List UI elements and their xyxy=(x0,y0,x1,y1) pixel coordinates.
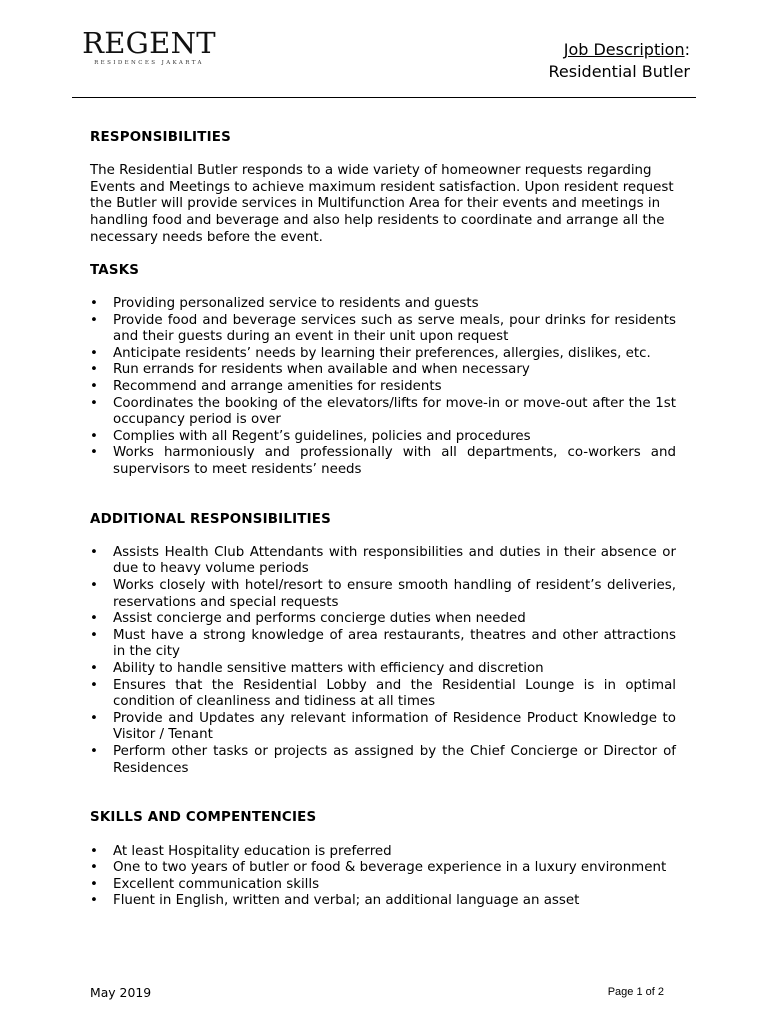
logo-subtitle: RESIDENCES JAKARTA xyxy=(94,60,204,66)
list-item xyxy=(90,661,676,678)
footer-page-number: Page 1 of 2 xyxy=(607,986,664,998)
bullet-icon: • xyxy=(90,362,98,378)
list-item-text: Provide and Updates any relevant information of Residence Product Knowledge to Visitor / Tenant xyxy=(113,710,676,743)
list-item xyxy=(90,396,676,429)
bullet-icon: • xyxy=(90,345,98,361)
title-colon: : xyxy=(684,40,690,59)
list-item-text: Assists Health Club Attendants with responsibilities and duties in their absence or due to heavy volume periods xyxy=(113,544,676,577)
skills-list xyxy=(90,844,676,910)
list-item xyxy=(90,844,676,861)
responsibilities-paragraph: The Residential Butler responds to a wide variety of homeowner requests regarding Events and Meetings to achieve maximum resident satisfaction. Upon resident request the Butler will provide services in Multifunction Area for their events and meetings in handling food and beverage and also help residents to coordinate and arrange all the necessary needs before the event. xyxy=(90,163,674,245)
title-position: Residential Butler xyxy=(548,62,690,81)
bullet-icon: • xyxy=(90,445,98,461)
list-item xyxy=(90,877,676,894)
bullet-icon: • xyxy=(90,395,98,411)
list-item-text: Works harmoniously and professionally with all departments, co-workers and supervisors to meet residents’ needs xyxy=(113,445,676,477)
list-item-text: One to two years of butler or food & beverage experience in a luxury environment xyxy=(113,860,667,876)
list-item xyxy=(90,429,676,446)
list-item xyxy=(90,445,676,478)
title-job-description: Job Description xyxy=(563,40,685,59)
header-divider xyxy=(72,97,696,98)
list-item-text: Works closely with hotel/resort to ensure smooth handling of resident’s deliveries, reservations and special requests xyxy=(113,578,676,610)
bullet-icon: • xyxy=(90,578,98,594)
list-item xyxy=(90,860,676,877)
list-item-text: Recommend and arrange amenities for residents xyxy=(113,378,442,394)
list-item xyxy=(90,545,676,578)
tasks-heading: TASKS xyxy=(90,262,140,278)
list-item xyxy=(90,362,676,379)
bullet-icon: • xyxy=(90,876,98,892)
list-item-text: At least Hospitality education is preferred xyxy=(113,843,392,859)
list-item-text: Must have a strong knowledge of area restaurants, theatres and other attractions in the city xyxy=(113,627,676,660)
list-item xyxy=(90,678,676,711)
footer-date: May 2019 xyxy=(90,985,152,1000)
skills-heading: SKILLS AND COMPENTENCIES xyxy=(90,810,317,826)
bullet-icon: • xyxy=(90,860,98,876)
bullet-icon: • xyxy=(90,312,98,328)
document-title xyxy=(549,39,690,83)
bullet-icon: • xyxy=(90,843,98,859)
list-item-text: Assist concierge and performs concierge duties when needed xyxy=(113,611,526,627)
list-item xyxy=(90,578,676,611)
list-item-text: Provide food and beverage services such as serve meals, pour drinks for residents and their guests during an event in their unit upon request xyxy=(113,312,676,345)
list-item-text: Providing personalized service to residents and guests xyxy=(113,295,479,311)
list-item-text: Perform other tasks or projects as assigned by the Chief Concierge or Director of Residences xyxy=(113,743,676,776)
list-item xyxy=(90,744,676,777)
list-item-text: Excellent communication skills xyxy=(113,876,320,892)
list-item xyxy=(90,893,676,910)
list-item xyxy=(90,313,676,346)
additional-responsibilities-heading: ADDITIONAL RESPONSIBILITIES xyxy=(90,511,331,527)
document-body xyxy=(90,130,676,910)
bullet-icon: • xyxy=(90,710,98,726)
bullet-icon: • xyxy=(90,627,98,643)
bullet-icon: • xyxy=(90,428,98,444)
list-item-text: Anticipate residents’ needs by learning their preferences, allergies, dislikes, etc. xyxy=(113,345,651,361)
list-item xyxy=(90,711,676,744)
list-item-text: Run errands for residents when available and when necessary xyxy=(113,362,530,378)
bullet-icon: • xyxy=(90,893,98,909)
list-item xyxy=(90,628,676,661)
list-item xyxy=(90,296,676,313)
list-item-text: Ability to handle sensitive matters with efficiency and discretion xyxy=(113,661,544,676)
regent-logo xyxy=(82,28,216,84)
list-item xyxy=(90,346,676,363)
bullet-icon: • xyxy=(90,295,98,311)
title-line-1 xyxy=(549,39,690,61)
list-item xyxy=(90,611,676,628)
bullet-icon: • xyxy=(90,743,98,759)
bullet-icon: • xyxy=(90,544,98,560)
list-item-text: Complies with all Regent’s guidelines, policies and procedures xyxy=(113,428,531,444)
list-item-text: Coordinates the booking of the elevators/lifts for move-in or move-out after the 1st occupancy period is over xyxy=(113,395,676,428)
bullet-icon: • xyxy=(90,378,98,394)
list-item xyxy=(90,379,676,396)
list-item-text: Ensures that the Residential Lobby and the Residential Lounge is in optimal condition of cleanliness and tidiness at all times xyxy=(113,677,676,710)
bullet-icon: • xyxy=(90,677,98,693)
logo-wordmark: REGENT xyxy=(82,26,216,60)
responsibilities-heading: RESPONSIBILITIES xyxy=(90,130,231,145)
list-item-text: Fluent in English, written and verbal; an additional language an asset xyxy=(113,893,580,909)
bullet-icon: • xyxy=(90,661,98,676)
bullet-icon: • xyxy=(90,611,98,627)
additional-responsibilities-list xyxy=(90,545,676,777)
tasks-list xyxy=(90,296,676,479)
